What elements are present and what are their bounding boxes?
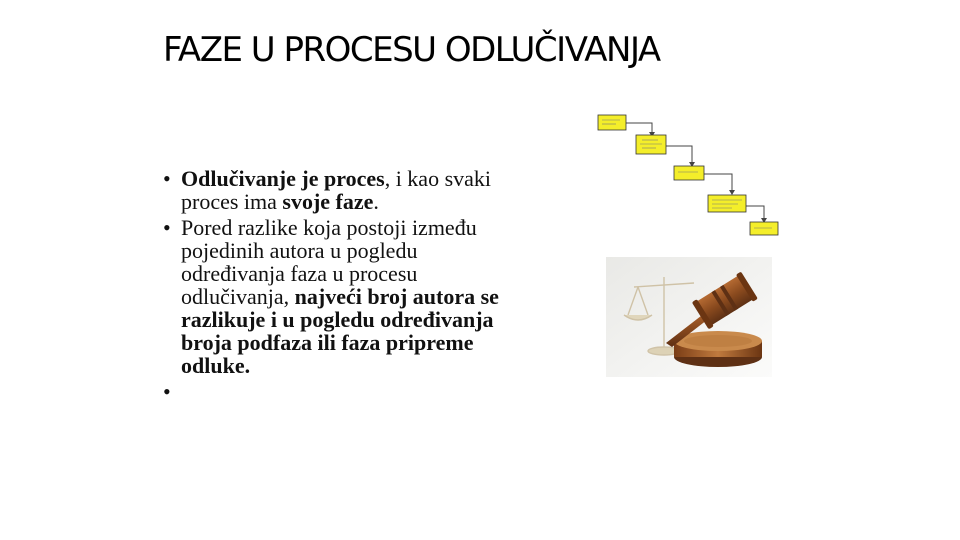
- bullet-item-1: [163, 167, 523, 213]
- bullet1-bold-faze: svoje faze: [282, 189, 374, 214]
- diagram-step-4: [708, 195, 746, 212]
- diagram-step-1: [598, 115, 626, 130]
- diagram-step-boxes: [598, 115, 778, 235]
- bullet-marker: •: [163, 166, 171, 191]
- gavel-image: [606, 257, 772, 377]
- diagram-step-5: [750, 222, 778, 235]
- diagram-step-3: [674, 166, 704, 180]
- bullet-text-3: [181, 380, 523, 403]
- bullet1-text-b: .: [373, 189, 379, 214]
- bullet2-text-a: Pored razlike koja postoji između pojedinih autora u pogledu određivanja faza u procesu odlučivanja,: [181, 215, 477, 309]
- process-diagram-image: [592, 112, 782, 240]
- bullet-list: [163, 167, 523, 406]
- diagram-step-2: [636, 135, 666, 154]
- bullet1-bold-proces: Odlučivanje je proces: [181, 166, 385, 191]
- bullet1-text-a: , i kao svaki proces ima: [181, 166, 492, 214]
- sound-block-icon: [674, 331, 762, 367]
- slide-title: FAZE U PROCESU ODLUČIVANJA: [163, 30, 660, 70]
- bullet-item-2: [163, 216, 523, 377]
- bullet-text-2: [181, 216, 523, 377]
- bullet-item-3: [163, 380, 523, 403]
- bullet2-bold: najveći broj autora se razlikuje i u pogledu određivanja broja podfaza ili faza pripreme odluke.: [181, 284, 499, 378]
- bullet-marker: •: [163, 379, 171, 404]
- bullet-text-1: [181, 167, 523, 213]
- bullet-marker: •: [163, 215, 171, 240]
